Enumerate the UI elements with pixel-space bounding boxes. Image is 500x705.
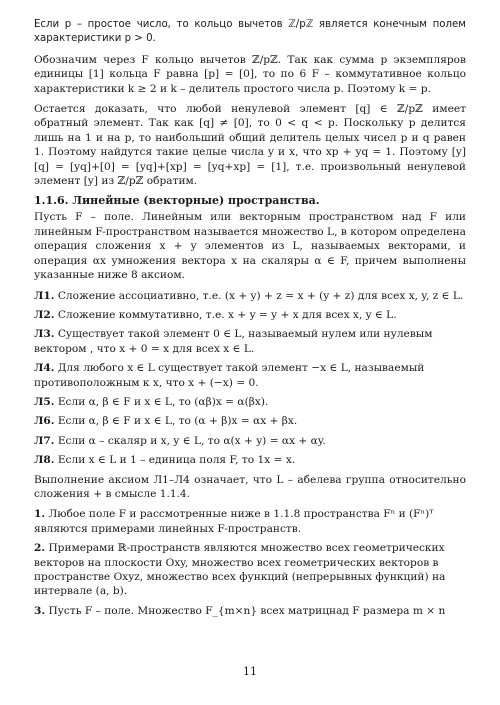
axiom-label: Л4. — [34, 362, 55, 375]
axiom-item — [34, 308, 466, 322]
example-label: 2. — [34, 542, 46, 555]
example-label: 1. — [34, 508, 46, 521]
axiom-label: Л3. — [34, 328, 55, 341]
paragraph-field-statement: Если p – простое число, то кольцо вычетов ℤ/pℤ является конечным полем характеристики p > 0. — [34, 19, 466, 45]
page-content — [34, 18, 466, 623]
axiom-item — [34, 414, 466, 428]
example-item — [34, 507, 466, 536]
axiom-item — [34, 395, 466, 409]
section-heading: 1.1.6. Линейные (векторные) пространства. — [34, 194, 320, 208]
paragraph-proof-2: Остается доказать, что любой ненулевой элемент [q] ∈ ℤ/pℤ имеет обратный элемент. Так как [q] ≠ [0], то 0 < q < p. Поскольку p делится лишь на 1 и на p, то наибольший общий делитель целых чисел p и q равен 1. Поэтому найдутся такие целые числа y и x, что xp + yq = 1. Поэтому [y][q] = [yq]+[0] = [yq]+[xp] = [yq+xp] = [1], т.е. произвольный ненулевой элемент [y] из ℤ/pℤ обратим. — [34, 103, 466, 188]
axiom-label: Л1. — [34, 289, 55, 302]
axiom-text: Если x ∈ L и 1 – единица поля F, то 1x = x. — [57, 454, 296, 467]
paragraph-proof-1: Обозначим через F кольцо вычетов ℤ/pℤ. Так как сумма p экземпляров единицы [1] кольца F равна [p] = [0], то по 6 F – коммутативное кольцо характеристики k ≥ 2 и k – делитель простого числа p. Поэтому k = p. — [34, 53, 466, 95]
axiom-item — [34, 327, 466, 356]
axiom-list — [34, 289, 466, 468]
example-text: Любое поле F и рассмотренные ниже в 1.1.8 пространства Fⁿ и (Fⁿ)ᵀ являются примерами линейных F-пространств. — [34, 508, 434, 535]
page-number: 11 — [243, 665, 257, 678]
axiom-label: Л6. — [34, 415, 55, 428]
axiom-label: Л8. — [34, 454, 55, 467]
axiom-label: Л2. — [34, 308, 55, 321]
paragraph-definition: Пусть F – поле. Линейным или векторным пространством над F или линейным F-пространством называется множество L, в котором определена операция сложения x + y элементов из L, называемых векторами, и операция αx умножения вектора x на скаляры α ∈ F, причем выполнены указанные ниже 8 аксиом. — [34, 211, 466, 282]
example-item — [34, 604, 466, 618]
example-text: Примерами ℝ-пространств являются множество всех геометрических векторов на плоскости Oxy, множество всех геометрических векторов в пространстве Oxyz, множество всех функций (непрерывных функций) на интервале (a, b). — [34, 542, 446, 598]
example-text: Пусть F – поле. Множество F_{m×n} всех матрицнад F размера m × n — [48, 604, 446, 617]
axiom-text: Сложение коммутативно, т.е. x + y = y + x для всех x, y ∈ L. — [57, 308, 397, 321]
axiom-text: Для любого x ∈ L существует такой элемент −x ∈ L, называемый противоположным к x, что x + (−x) = 0. — [34, 362, 425, 389]
example-item — [34, 541, 466, 599]
example-label: 3. — [34, 604, 46, 617]
axiom-label: Л7. — [34, 434, 55, 447]
axiom-item — [34, 289, 466, 303]
paragraph-abelian-group: Выполнение аксиом Л1–Л4 означает, что L – абелева группа относительно сложения + в смысле 1.1.4. — [34, 473, 466, 500]
axiom-text: Если α, β ∈ F и x ∈ L, то (α + β)x = αx + βx. — [57, 415, 298, 428]
axiom-label: Л5. — [34, 395, 55, 408]
axiom-item — [34, 361, 466, 390]
axiom-item — [34, 434, 466, 448]
axiom-text: Сложение ассоциативно, т.е. (x + y) + z = x + (y + z) для всех x, y, z ∈ L. — [57, 289, 464, 302]
axiom-text: Существует такой элемент 0 ∈ L, называемый нулем или нулевым вектором , что x + 0 = x для всех x ∈ L. — [34, 328, 433, 355]
axiom-text: Если α – скаляр и x, y ∈ L, то α(x + y) = αx + αy. — [57, 434, 326, 447]
example-list — [34, 507, 466, 618]
axiom-text: Если α, β ∈ F и x ∈ L, то (αβ)x = α(βx). — [57, 395, 269, 408]
axiom-item — [34, 453, 466, 467]
